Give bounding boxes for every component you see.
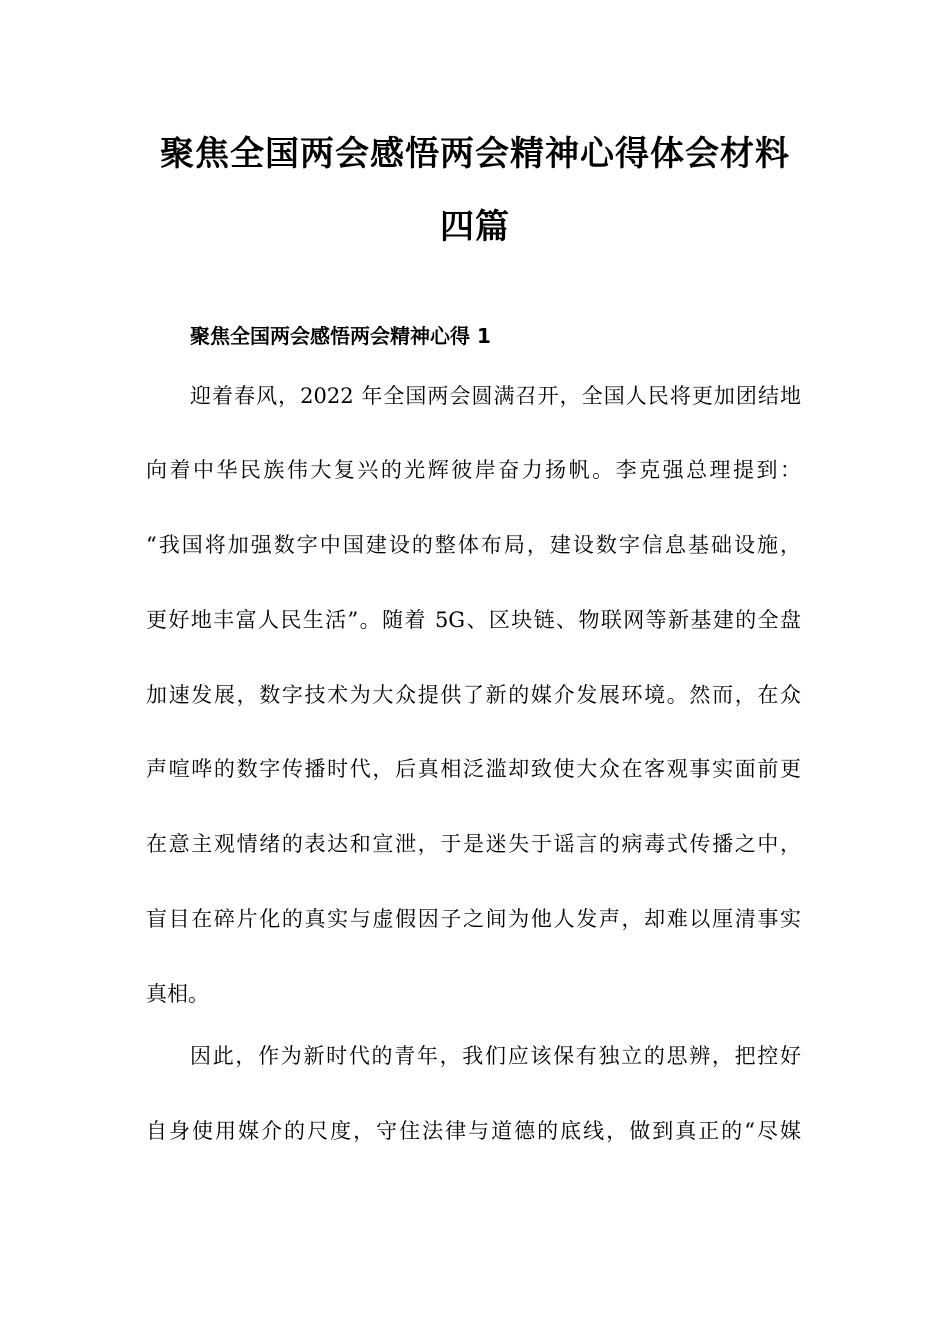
paragraph-1-line-1: 迎着春风，2022 年全国两会圆满召开，全国人民将更加团结地 [190, 384, 801, 408]
document-title-line-1: 聚焦全国两会感悟两会精神心得体会材料 [160, 134, 790, 174]
document-title-line-2: 四篇 [440, 207, 510, 247]
section-heading: 聚焦全国两会感悟两会精神心得 1 [190, 324, 491, 348]
paragraph-1-line-9: 真相。 [146, 982, 209, 1006]
paragraph-2-line-1: 因此，作为新时代的青年，我们应该保有独立的思辨，把控好 [190, 1044, 801, 1068]
paragraph-1-line-8: 盲目在碎片化的真实与虚假因子之间为他人发声，却难以厘清事实 [146, 907, 801, 931]
paragraph-1-line-7: 在意主观情绪的表达和宣泄，于是迷失于谣言的病毒式传播之中， [146, 832, 801, 856]
paragraph-1-line-4: 更好地丰富人民生活”。随着 5G、区块链、物联网等新基建的全盘 [146, 608, 801, 632]
paragraph-1-line-3: “我国将加强数字中国建设的整体布局，建设数字信息基础设施， [146, 533, 801, 557]
paragraph-1-line-6: 声喧哗的数字传播时代，后真相泛滥却致使大众在客观事实面前更 [146, 757, 801, 781]
paragraph-1-line-5: 加速发展，数字技术为大众提供了新的媒介发展环境。然而，在众 [146, 683, 801, 707]
paragraph-1-line-2: 向着中华民族伟大复兴的光辉彼岸奋力扬帆。李克强总理提到： [146, 458, 801, 482]
paragraph-2-line-2: 自身使用媒介的尺度，守住法律与道德的底线，做到真正的“尽媒 [146, 1119, 801, 1143]
